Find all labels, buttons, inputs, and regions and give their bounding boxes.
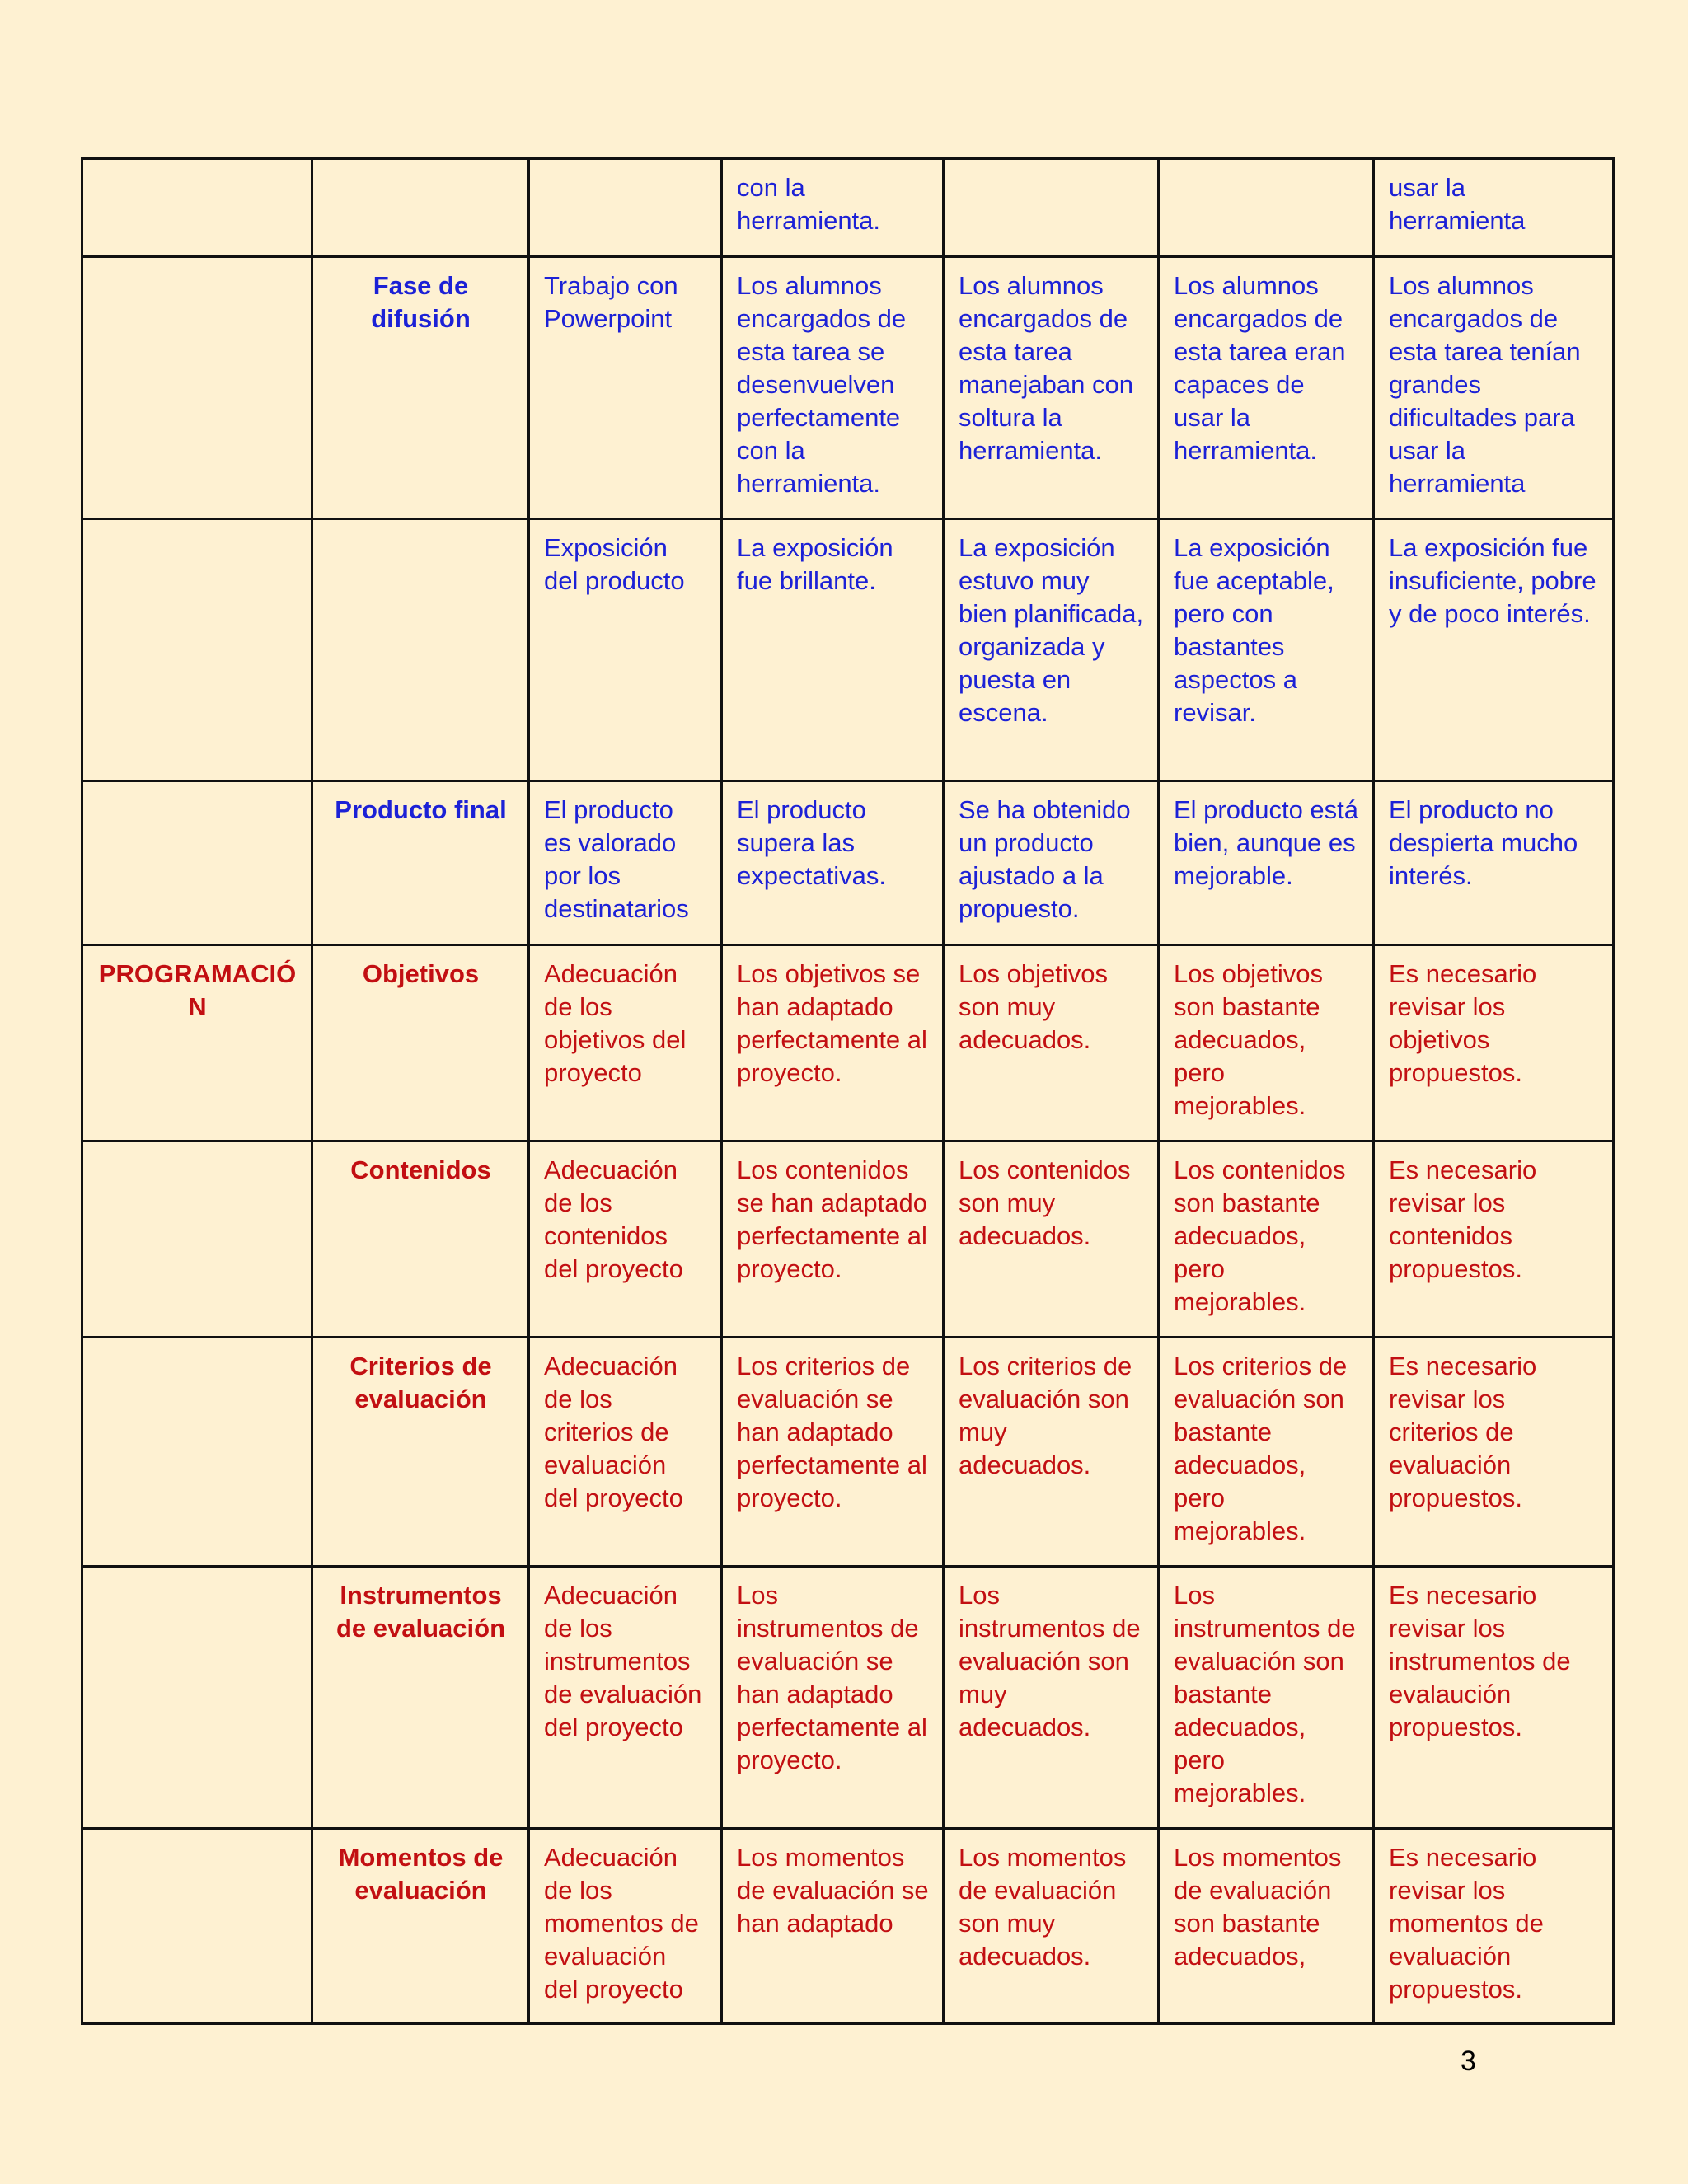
criterion-cell: Momentos de evaluación — [312, 1829, 529, 2024]
rubric-table — [81, 157, 1615, 2025]
level-poor-cell: Es necesario revisar los criterios de evaluación propuestos. — [1374, 1338, 1614, 1567]
indicator-cell: Exposición del producto — [529, 519, 722, 781]
level-good-cell: Los alumnos encargados de esta tarea manejaban con soltura la herramienta. — [944, 257, 1159, 519]
criterion-cell: Producto final — [312, 781, 529, 945]
level-fair-cell: Los criterios de evaluación son bastante adecuados, pero mejorables. — [1159, 1338, 1374, 1567]
level-excellent-cell: Los instrumentos de evaluación se han adaptado perfectamente al proyecto. — [722, 1567, 944, 1829]
criterion-cell: Instrumentos de evaluación — [312, 1567, 529, 1829]
level-fair-cell: Los contenidos son bastante adecuados, pero mejorables. — [1159, 1141, 1374, 1338]
level-excellent-cell: Los contenidos se han adaptado perfectamente al proyecto. — [722, 1141, 944, 1338]
category-cell — [82, 781, 312, 945]
level-good-cell: Se ha obtenido un producto ajustado a la propuesto. — [944, 781, 1159, 945]
level-poor-cell: Es necesario revisar los instrumentos de evalaución propuestos. — [1374, 1567, 1614, 1829]
indicator-cell: Adecuación de los criterios de evaluación del proyecto — [529, 1338, 722, 1567]
category-cell — [82, 1141, 312, 1338]
level-fair-cell: Los momentos de evaluación son bastante adecuados, — [1159, 1829, 1374, 2024]
indicator-cell: Adecuación de los instrumentos de evaluación del proyecto — [529, 1567, 722, 1829]
category-cell — [82, 1829, 312, 2024]
level-poor-cell: Es necesario revisar los contenidos propuestos. — [1374, 1141, 1614, 1338]
page-number: 3 — [1461, 2046, 1476, 2077]
category-cell — [82, 159, 312, 257]
table-row — [82, 519, 1614, 781]
level-good-cell: La exposición estuvo muy bien planificada, organizada y puesta en escena. — [944, 519, 1159, 781]
category-cell: PROGRAMACIÓN — [82, 945, 312, 1141]
category-cell — [82, 1338, 312, 1567]
level-excellent-cell: con la herramienta. — [722, 159, 944, 257]
indicator-cell: Adecuación de los momentos de evaluación del proyecto — [529, 1829, 722, 2024]
level-fair-cell: Los objetivos son bastante adecuados, pero mejorables. — [1159, 945, 1374, 1141]
criterion-cell: Fase de difusión — [312, 257, 529, 519]
level-excellent-cell: Los objetivos se han adaptado perfectamente al proyecto. — [722, 945, 944, 1141]
level-good-cell — [944, 159, 1159, 257]
level-poor-cell: El producto no despierta mucho interés. — [1374, 781, 1614, 945]
table-row — [82, 159, 1614, 257]
table-row — [82, 257, 1614, 519]
indicator-cell: Adecuación de los objetivos del proyecto — [529, 945, 722, 1141]
indicator-cell: Trabajo con Powerpoint — [529, 257, 722, 519]
level-good-cell: Los instrumentos de evaluación son muy adecuados. — [944, 1567, 1159, 1829]
level-excellent-cell: Los alumnos encargados de esta tarea se desenvuelven perfectamente con la herramienta. — [722, 257, 944, 519]
table-row — [82, 1829, 1614, 2024]
level-excellent-cell: La exposición fue brillante. — [722, 519, 944, 781]
level-excellent-cell: Los momentos de evaluación se han adaptado — [722, 1829, 944, 2024]
table-row — [82, 1567, 1614, 1829]
level-poor-cell: usar la herramienta — [1374, 159, 1614, 257]
level-poor-cell: Los alumnos encargados de esta tarea tenían grandes dificultades para usar la herramienta — [1374, 257, 1614, 519]
level-fair-cell: El producto está bien, aunque es mejorable. — [1159, 781, 1374, 945]
level-good-cell: Los objetivos son muy adecuados. — [944, 945, 1159, 1141]
criterion-cell: Contenidos — [312, 1141, 529, 1338]
indicator-cell: El producto es valorado por los destinatarios — [529, 781, 722, 945]
level-excellent-cell: Los criterios de evaluación se han adaptado perfectamente al proyecto. — [722, 1338, 944, 1567]
indicator-cell — [529, 159, 722, 257]
table-row — [82, 945, 1614, 1141]
level-excellent-cell: El producto supera las expectativas. — [722, 781, 944, 945]
indicator-cell: Adecuación de los contenidos del proyecto — [529, 1141, 722, 1338]
category-cell — [82, 519, 312, 781]
criterion-cell: Objetivos — [312, 945, 529, 1141]
level-poor-cell: La exposición fue insuficiente, pobre y de poco interés. — [1374, 519, 1614, 781]
level-good-cell: Los contenidos son muy adecuados. — [944, 1141, 1159, 1338]
criterion-cell — [312, 159, 529, 257]
table-row — [82, 781, 1614, 945]
category-cell — [82, 257, 312, 519]
criterion-cell: Criterios de evaluación — [312, 1338, 529, 1567]
level-poor-cell: Es necesario revisar los momentos de evaluación propuestos. — [1374, 1829, 1614, 2024]
table-row — [82, 1141, 1614, 1338]
category-cell — [82, 1567, 312, 1829]
level-good-cell: Los momentos de evaluación son muy adecuados. — [944, 1829, 1159, 2024]
level-fair-cell — [1159, 159, 1374, 257]
level-good-cell: Los criterios de evaluación son muy adecuados. — [944, 1338, 1159, 1567]
table-row — [82, 1338, 1614, 1567]
level-fair-cell: Los alumnos encargados de esta tarea eran capaces de usar la herramienta. — [1159, 257, 1374, 519]
level-poor-cell: Es necesario revisar los objetivos propuestos. — [1374, 945, 1614, 1141]
level-fair-cell: Los instrumentos de evaluación son bastante adecuados, pero mejorables. — [1159, 1567, 1374, 1829]
level-fair-cell: La exposición fue aceptable, pero con bastantes aspectos a revisar. — [1159, 519, 1374, 781]
criterion-cell — [312, 519, 529, 781]
